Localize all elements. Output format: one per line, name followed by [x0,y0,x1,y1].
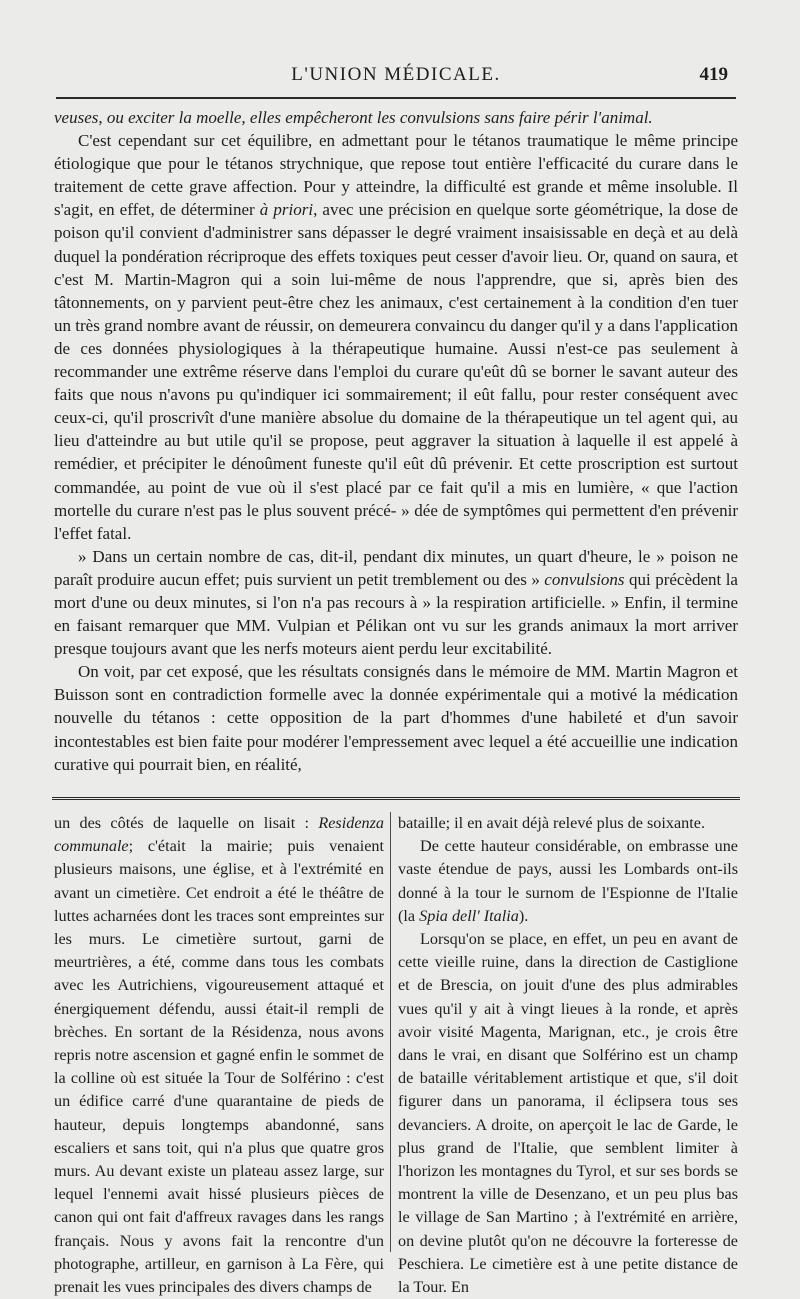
right-column-paragraph-2 [398,835,738,928]
journal-title: L'UNION MÉDICALE. [291,64,501,85]
lead-paragraph [54,106,738,129]
paragraph-1 [54,129,738,545]
left-column-paragraph [54,812,384,1299]
left-column-text-b: ; c'était la mairie; puis venaient plusieurs maisons, une église, et à l'extrémité en avant un cimetière. Cet endroit a été le théâtre de luttes acharnées dont les traces sont empreintes sur les murs. Le cimetière surtout, garni de meurtrières, a été, comme dans tous les combats avec les Autrichiens, vigoureusement attaqué et énergiquement défendu, aussi était-il rempli de brèches. En sortant de la Résidenza, nous avons repris notre ascension et gagné enfin le sommet de la colline où est située la Tour de Solférino : c'est un édifice carré d'une quarantaine de pieds de hauteur, depuis longtemps abandonné, sans escaliers et sans toit, qui n'a plus que quatre gros murs. Au devant existe un plateau assez large, sur lequel l'ennemi avait hissé plusieurs pièces de canon qui ont fait d'affreux ravages dans les rangs français. Nous y avons fait la rencontre d'un photographe, artilleur, en garnison à La Fère, qui prenait les vues principales des divers champs de [54,837,384,1297]
paragraph-2-text-a: » Dans un certain nombre de cas, dit-il, pendant dix minutes, un quart d'heure, le » poison ne paraît produire aucun effet; puis survient un petit tremblement ou des » [54,546,738,589]
right-column-emphasis: Spia dell' Italia [419,906,519,925]
paragraph-1-text-a: C'est cependant sur cet équilibre, en admettant pour le tétanos traumatique le même principe étiologique que pour le tétanos strychnique, que repose tout entière l'efficacité du curare dans le traitement de cette grave affection. Pour y atteindre, la difficulté est grande et même insoluble. Il s'agit, en effet, de déterminer [54,131,738,220]
right-column-paragraph-3: Lorsqu'on se place, en effet, un peu en avant de cette vieille ruine, dans la direction de Castiglione et de Brescia, on jouit d'une des plus admirables vues qu'il y ait à vingt lieues à la ronde, et après avoir visité Magenta, Marignan, etc., je crois être dans le vrai, en disant que Solférino est un champ de bataille véritablement artistique et que, s'il doit figurer dans un panorama, il éclipsera tous ses devanciers. A droite, on aperçoit le lac de Garde, le plus grand de l'Italie, que semblent limiter à l'horizon les montagnes du Tyrol, et sur ses bords se montrent la ville de Desenzano, et un peu plus bas le village de San Martino ; à l'extrémité en arrière, on devine plutôt qu'on ne découvre la forteresse de Peschiera. Le cimetière est à une petite distance de la Tour. En [398,930,738,1297]
right-column-text-a: De cette hauteur considérable, on embrasse une vaste étendue de pays, aussi les Lombards ont-ils donné à la tour le surnom de l'Espionne de l'Italie (la [398,837,738,925]
paragraph-2-text-b: qui précèdent la mort d'une ou deux minutes, si l'on n'a pas recours à » la respiration artificielle. » Enfin, il termine en faisant remarquer que MM. Vulpian et Pélikan ont vu sur les grands animaux la mort arriver presque toujours avant que les nerfs moteurs aient perdu leur excitabilité. [54,569,738,659]
feuilleton-separator [52,797,740,803]
paragraph-2-emphasis: convulsions [544,569,625,589]
paragraph-1-text-b: , avec une précision en quelque sorte géométrique, la dose de poison qu'il convient d'administrer sans dépasser le degré vraiment insaisissable en deçà et au delà duquel la pondération récriproque des effets toxiques peut cesser d'avoir lieu. Or, quand on saura, et c'est M. Martin-Magron qui a soin lui-même de nous l'apprendre, que si, après bien des tâtonnements, on y parvient peut-être chez les animaux, c'est certainement à la condition d'en tuer un très grand nombre avant de réussir, on demeurera convaincu du danger qu'il y a dans l'application de ces données physiologiques à la thérapeutique humaine. Aussi n'est-ce pas seulement à recommander une extrême réserve dans l'emploi du curare qu'eût dû se borner le savant auteur des faits que nous n'avons pu qu'indiquer ici sommairement; il eût fallu, pour rester conséquent avec ceux-ci, qu'il proscrivît d'une manière absolue du domaine de la thérapeutique un tel agent qui, au lieu d'atteindre au but utile qu'il se propose, peut aggraver la situation à laquelle il est appelé à remédier, et précipiter le dénoûment funeste qu'il eût dû prévenir. Et cette proscription est surtout commandée, au point de vue où il s'est placé par ce fait qu'il a mis en lumière, « que l'action mortelle du curare n'est pas le plus souvent précé- » dée de symptômes qui permettent d'en prévenir l'effet fatal. [54,200,738,543]
feuilleton-left-column [54,812,384,1299]
column-divider [390,812,391,1252]
feuilleton-right-column [398,812,738,1299]
paragraph-2 [54,545,738,660]
left-column-emphasis: Residenza communale [54,814,384,856]
page-header [56,60,736,94]
right-column-paragraph-1: bataille; il en avait déjà relevé plus de soixante. [398,814,705,832]
paragraph-1-emphasis: à priori [259,200,314,220]
left-column-text-a: un des côtés de laquelle on lisait : [54,814,319,832]
header-rule [56,97,736,99]
lead-italic-text: veuses, ou exciter la moelle, elles empêcheront les convulsions sans faire périr l'animal. [54,108,653,127]
right-column-text-b: ). [518,906,529,925]
main-text [54,106,738,776]
paragraph-3: On voit, par cet exposé, que les résultats consignés dans le mémoire de MM. Martin Magron et Buisson sont en contradiction formelle avec la donnée expérimentale qui a motivé la médication nouvelle du tétanos : cette opposition de la part d'hommes d'une habileté et d'un savoir incontestables est bien faite pour modérer l'empressement avec lequel a été accueillie une indication curative qui pourrait bien, en réalité, [54,662,738,774]
page-number: 419 [699,64,728,85]
